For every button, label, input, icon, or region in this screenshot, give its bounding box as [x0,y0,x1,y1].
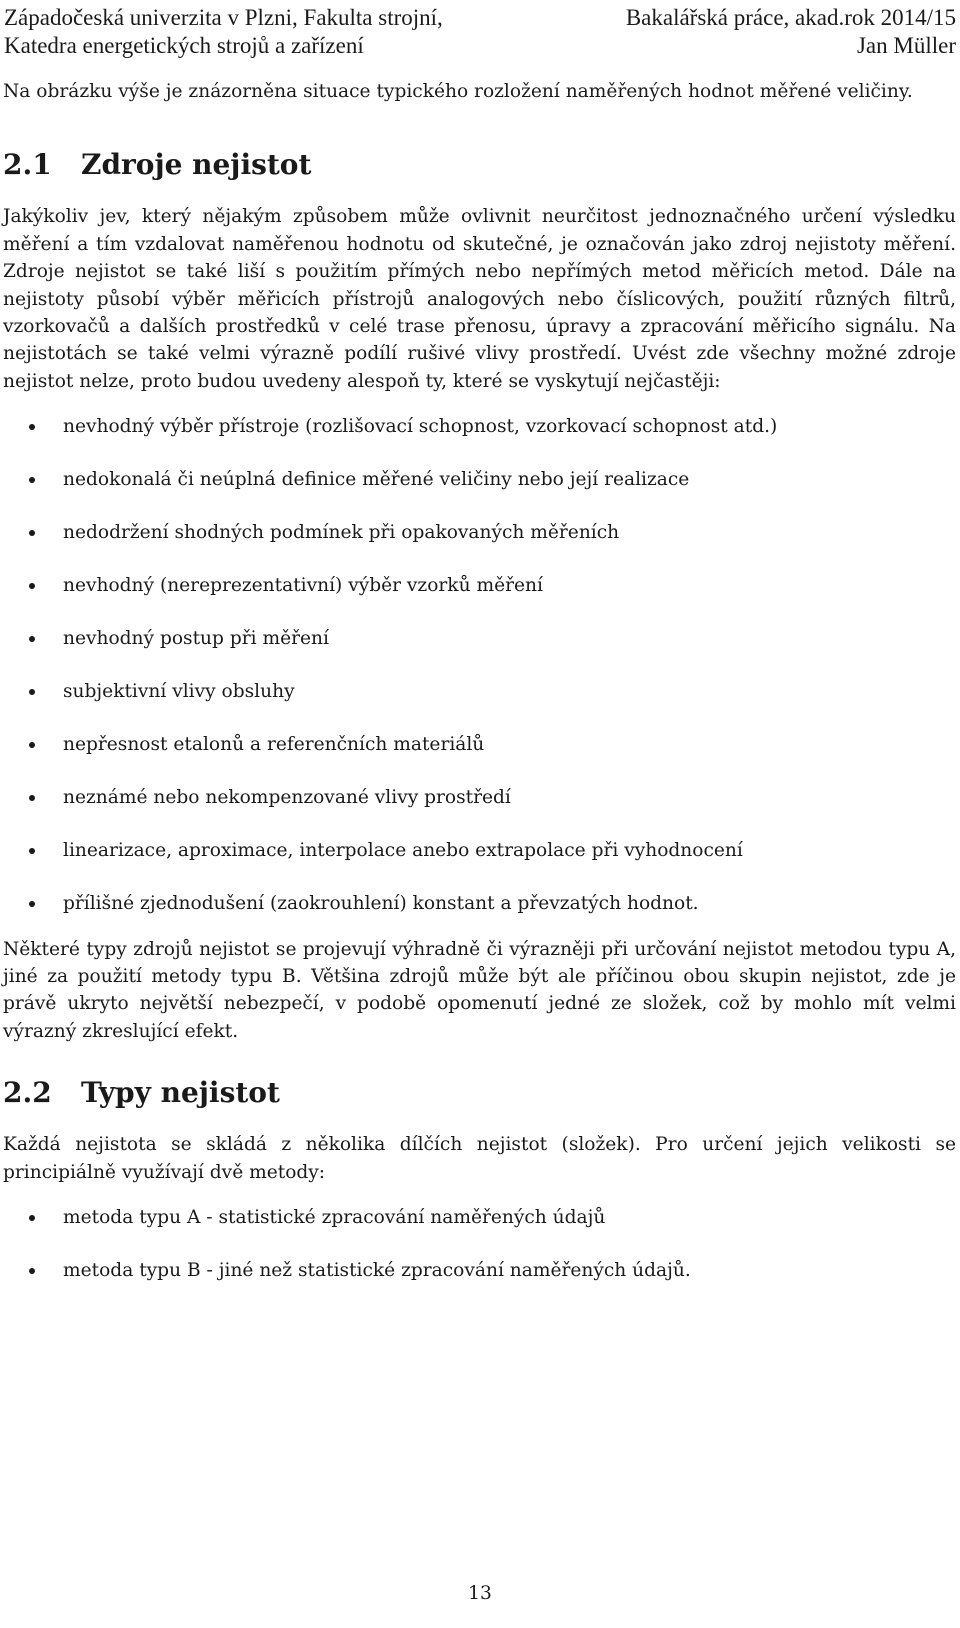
bullet-icon [29,795,35,801]
list-item-text: nedodržení shodných podmínek při opakovaných měřeních [63,522,620,544]
section-number: 2.2 [3,1076,52,1110]
list-item-text: metoda typu B - jiné než statistické zpracování naměřených údajů. [63,1260,691,1282]
list-item [3,413,956,440]
header-department: Katedra energetických strojů a zařízení [4,33,364,58]
list-item [3,572,956,599]
bullet-icon [29,1215,35,1221]
list-item-text: nevhodný (nereprezentativní) výběr vzorků měření [63,575,543,597]
bullet-icon [29,1268,35,1274]
page-number: 13 [468,1583,492,1604]
list-item [3,1257,956,1284]
bullet-icon [29,477,35,483]
closing-paragraph: Některé typy zdrojů nejistot se projevují výhradně či výrazněji při určování nejistot metodou typu A, jiné za použití metody typu B. Většina zdrojů může být ale příčinou obou skupin nejistot, zde je právě ukryto největší nebezpečí, v podobě opomenutí jedné ze složek, což by mohlo mít velmi výrazný zkreslující efekt. [3,938,956,1042]
list-item-text: linearizace, aproximace, interpolace anebo extrapolace při vyhodnocení [63,840,743,862]
sources-paragraph: Jakýkoliv jev, který nějakým způsobem může ovlivnit neurčitost jednoznačného určení výsledku měření a tím vzdalovat naměřenou hodnotu od skutečné, je označován jako zdroj nejistoty měření. Zdroje nejistot se také liší s použitím přímých nebo nepřímých metod měřicích metod. Dále na nejistoty působí výběr měřicích přístrojů analogových nebo číslicových, použití různých filtrů, vzorkovačů a dalších prostředků v celé trase přenosu, úpravy a zpracování měřicího signálu. Na nejistotách se také velmi výrazně podílí rušivé vlivy prostředí. Uvést zde všechny možné zdroje nejistot nelze, proto budou uvedeny alespoň ty, které se vyskytují nejčastěji: [3,206,956,392]
bullet-icon [29,530,35,536]
bullet-icon [29,848,35,854]
bullet-icon [29,424,35,430]
list-item [3,837,956,864]
section-title: Typy nejistot [81,1076,280,1110]
section-heading-types [3,1075,956,1111]
bullet-icon [29,742,35,748]
list-item-text: subjektivní vlivy obsluhy [63,681,295,703]
page-content [3,78,956,1303]
list-item-text: nevhodný postup při měření [63,628,329,650]
header-row-1 [4,4,956,32]
section-title: Zdroje nejistot [81,148,312,182]
list-item [3,466,956,493]
list-item-text: nepřesnost etalonů a referenčních materiálů [63,734,485,756]
bullet-icon [29,689,35,695]
list-item-text: nevhodný výběr přístroje (rozlišovací schopnost, vzorkovací schopnost atd.) [63,416,778,438]
list-item-text: neznámé nebo nekompenzované vlivy prostředí [63,787,511,809]
intro-paragraph: Na obrázku výše je znázorněna situace typického rozložení naměřených hodnot měřené veličiny. [3,81,913,102]
bullet-icon [29,583,35,589]
list-item [3,678,956,705]
section-heading-sources [3,147,956,183]
list-item-text: nedokonalá či neúplná definice měřené veličiny nebo její realizace [63,469,690,491]
types-list [3,1204,956,1284]
header-row-2 [4,32,956,60]
sources-list [3,413,956,917]
section-number: 2.1 [3,148,52,182]
header-university: Západočeská univerzita v Plzni, Fakulta strojní, [4,5,443,30]
list-item [3,1204,956,1231]
header-author: Jan Müller [856,33,956,58]
bullet-icon [29,901,35,907]
list-item [3,731,956,758]
list-item-text: metoda typu A - statistické zpracování naměřených údajů [63,1207,606,1229]
list-item-text: přílišné zjednodušení (zaokrouhlení) konstant a převzatých hodnot. [63,893,699,915]
types-paragraph: Každá nejistota se skládá z několika dílčích nejistot (složek). Pro určení jejich velikosti se principiálně využívají dvě metody: [3,1134,956,1183]
list-item [3,519,956,546]
list-item [3,890,956,917]
header-thesis-info: Bakalářská práce, akad.rok 2014/15 [625,5,956,30]
bullet-icon [29,636,35,642]
page-header [4,4,956,60]
list-item [3,625,956,652]
list-item [3,784,956,811]
